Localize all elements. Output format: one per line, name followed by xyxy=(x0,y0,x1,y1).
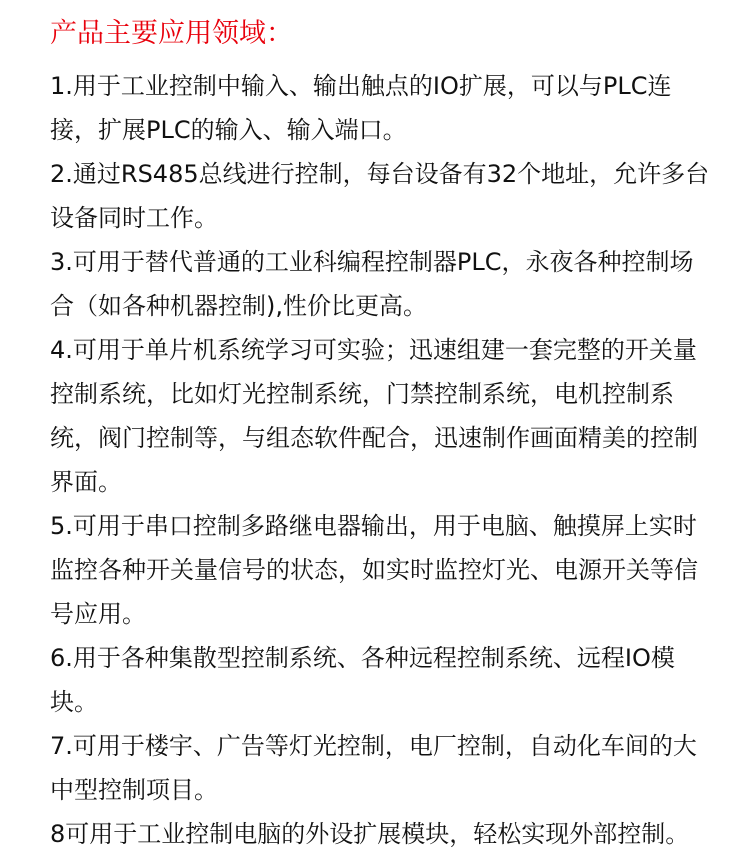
application-list xyxy=(50,64,710,856)
list-item-1: 1.用于工业控制中输入、输出触点的IO扩展，可以与PLC连接，扩展PLC的输入、输入端口。 xyxy=(50,72,672,144)
list-item-2: 2.通过RS485总线进行控制，每台设备有32个地址，允许多台设备同时工作。 xyxy=(50,160,710,232)
list-item-5: 5.可用于串口控制多路继电器输出，用于电脑、触摸屏上实时监控各种开关量信号的状态，如实时监控灯光、电源开关等信号应用。 xyxy=(50,512,698,628)
list-item-3: 3.可用于替代普通的工业科编程控制器PLC，永夜各种控制场合（如各种机器控制),性价比更高。 xyxy=(50,248,694,320)
list-item-8: 8可用于工业控制电脑的外设扩展模块，轻松实现外部控制。 xyxy=(50,820,690,848)
list-item-7: 7.可用于楼宇、广告等灯光控制，电厂控制，自动化车间的大中型控制项目。 xyxy=(50,732,697,804)
section-heading: 产品主要应用领域： xyxy=(50,18,293,49)
list-item-6: 6.用于各种集散型控制系统、各种远程控制系统、远程IO模块。 xyxy=(50,644,675,716)
list-item-4: 4.可用于单片机系统学习可实验；迅速组建一套完整的开关量控制系统，比如灯光控制系统，门禁控制系统，电机控制系统，阀门控制等，与组态软件配合，迅速制作画面精美的控制界面。 xyxy=(50,336,698,496)
